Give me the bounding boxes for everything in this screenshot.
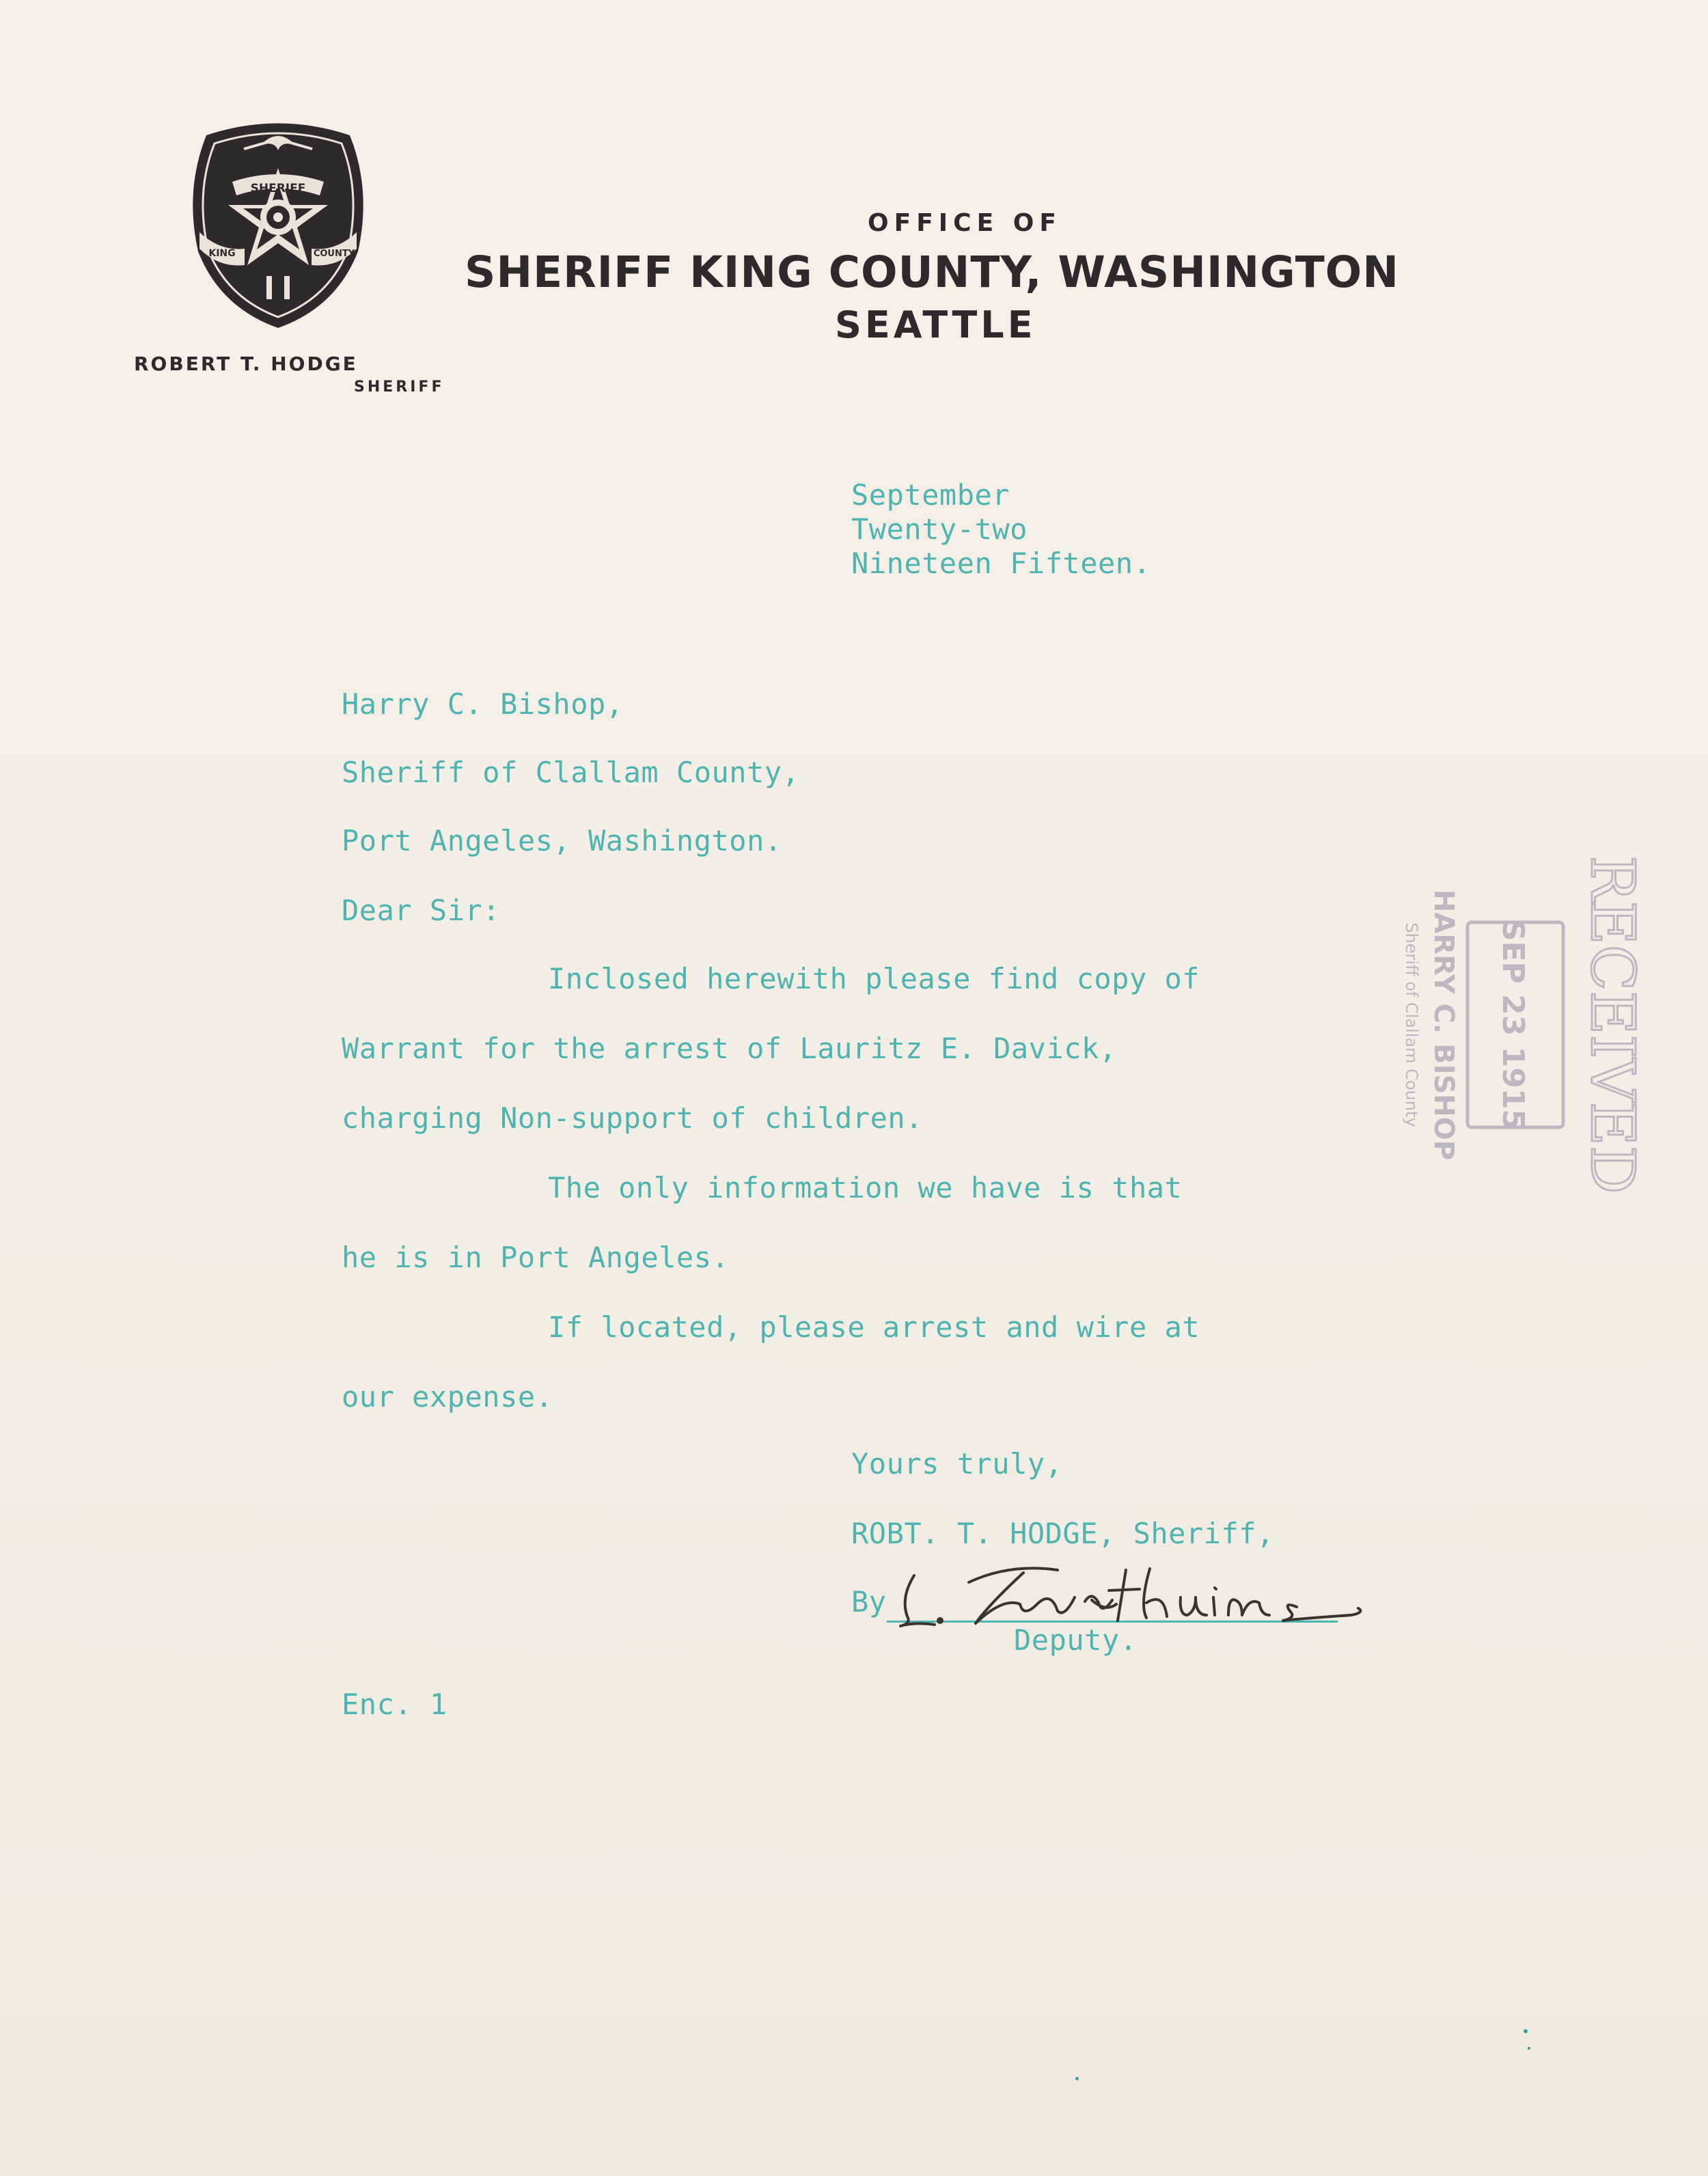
body-line: our expense. <box>342 1380 553 1414</box>
addressee-title: Sheriff of Clallam County, <box>342 756 800 789</box>
ink-speck <box>1528 2047 1530 2050</box>
letterhead-sheriff-role: SHERIFF <box>354 378 445 396</box>
body-line: charging Non-support of children. <box>342 1101 923 1135</box>
sheriff-badge-icon <box>179 115 377 333</box>
body-line: Warrant for the arrest of Lauritz E. Davick, <box>342 1032 1117 1065</box>
date-year: Nineteen Fifteen. <box>851 547 1151 580</box>
addressee-location: Port Angeles, Washington. <box>342 824 782 857</box>
letterhead-title: SHERIFF KING COUNTY, WASHINGTON <box>465 247 1399 297</box>
badge-county-text: COUNTY <box>313 249 355 259</box>
body-line: Inclosed herewith please find copy of <box>548 962 1200 995</box>
received-stamp <box>1366 834 1653 1216</box>
date-day: Twenty-two <box>851 512 1028 546</box>
addressee-name: Harry C. Bishop, <box>342 687 624 721</box>
body-line: The only information we have is that <box>548 1171 1183 1204</box>
stamp-received-word: RECEIVED <box>1578 855 1648 1194</box>
stamp-name: HARRY C. BISHOP <box>1428 889 1459 1161</box>
ink-speck <box>1524 2029 1528 2033</box>
badge-king-text: KING <box>208 248 236 259</box>
salutation: Dear Sir: <box>342 894 501 927</box>
badge-sheriff-text: SHERIFF <box>250 182 306 195</box>
letterhead-office-of: OFFICE OF <box>868 209 1062 237</box>
stamp-office: Sheriff of Clallam County <box>1402 922 1421 1127</box>
enclosure-note: Enc. 1 <box>342 1688 447 1721</box>
body-line: he is in Port Angeles. <box>342 1241 730 1274</box>
letterhead-sheriff-name: ROBERT T. HODGE <box>134 353 358 375</box>
stamp-date: SEP 23 1915 <box>1496 919 1530 1131</box>
valediction: Yours truly, <box>851 1447 1063 1480</box>
ink-speck <box>1075 2077 1079 2080</box>
letterhead-city: SEATTLE <box>835 303 1036 346</box>
date-month: September <box>851 478 1010 512</box>
by-label: By <box>851 1585 887 1619</box>
deputy-title: Deputy. <box>1014 1623 1138 1657</box>
signer-name: ROBT. T. HODGE, Sheriff, <box>851 1517 1274 1550</box>
body-line: If located, please arrest and wire at <box>548 1310 1200 1344</box>
